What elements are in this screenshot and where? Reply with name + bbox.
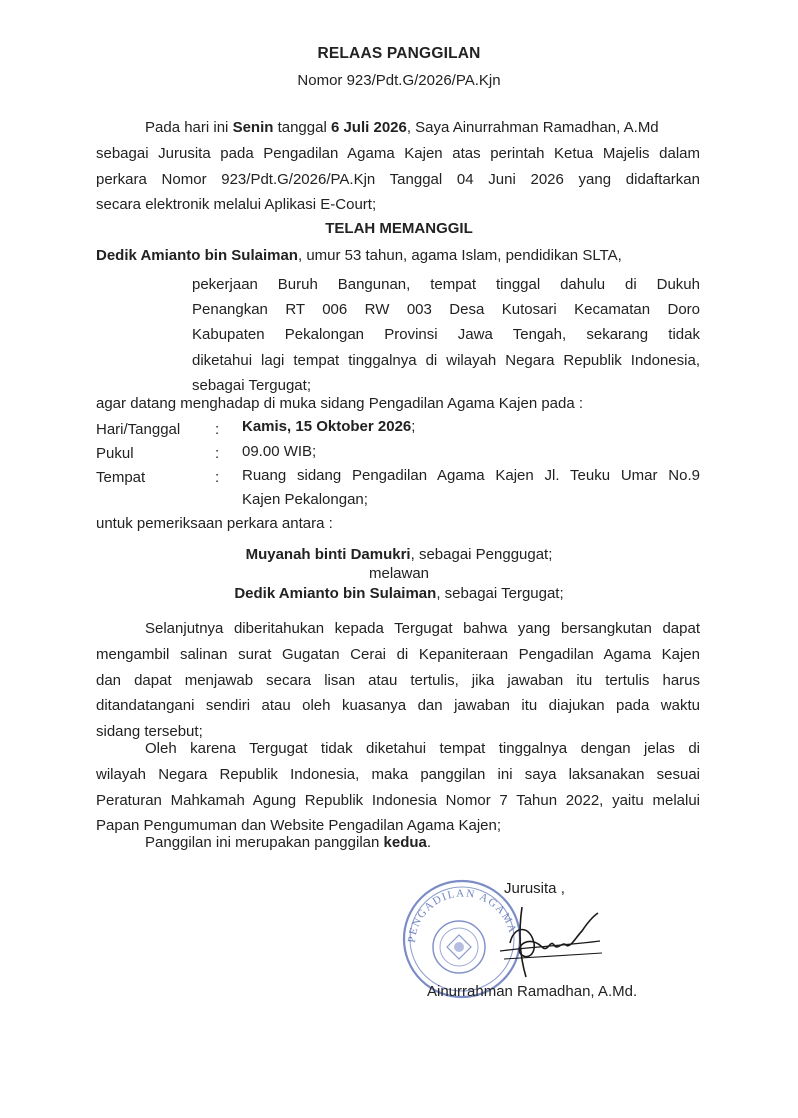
intro-line-3: perkara Nomor 923/Pdt.G/2026/PA.Kjn Tanggal 04 Juni 2026 yang didaftarkan	[96, 170, 700, 188]
pukul-value: 09.00 WIB;	[242, 443, 317, 460]
tempat-value-1: Ruang sidang Pengadilan Agama Kajen Jl. Teuku Umar No.9	[242, 467, 700, 484]
document-title: RELAAS PANGGILAN	[317, 45, 481, 62]
tergugat-line: Dedik Amianto bin Sulaiman, sebagai Tergugat;	[234, 585, 564, 602]
stamp-text: PENGADILAN AGAMA	[405, 887, 519, 944]
tempat-label: Tempat	[96, 469, 146, 486]
reason-paragraph: Oleh karena Tergugat tidak diketahui tempat tinggalnya dengan jelas di wilayah Negara Republik Indonesia, maka panggilan ini saya laksanakan sesuai Peraturan Mahkamah Agung Republik Indonesia Nomor 7 Tahun 2022, yaitu melalui Papan Pengumuman dan Website Pengadilan Agama Kajen;	[96, 740, 700, 835]
hari-label: Hari/Tanggal	[96, 421, 181, 438]
handwritten-signature	[490, 895, 610, 994]
day-name: Senin	[232, 119, 274, 136]
agar-line: agar datang menghadap di muka sidang Pengadilan Agama Kajen pada :	[96, 395, 584, 412]
intro-line-4: secara elektronik melalui Aplikasi E-Court;	[96, 196, 377, 214]
document-page: RELAAS PANGGILAN Nomor 923/Pdt.G/2026/PA.Kjn Pada hari ini Senin tanggal 6 Juli 2026, Saya Ainurrahman Ramadhan, A.Md sebagai Jurusita pada Pengadilan Agama Kajen atas perintah Ketua Majelis dalam perkara Nomor 923/Pdt.G/2026/PA.Kjn Tanggal 04 Juni 2026 yang didaftarkan secara elektronik melalui Aplikasi E-Court; TELAH MEMANGGIL Dedik Amianto bin Sulaiman, umur 53 tahun, agama Islam, pendidikan SLTA, pekerjaan Buruh Bangunan, tempat tinggal dahulu di Dukuh Penangkan RT 006 RW 003 Desa Kutosari Kecamatan Doro Kabupaten Pekalongan Provinsi Jawa Tengah, sekarang tidak diketahui lagi tempat tinggalnya di wilayah Negara Republik Indonesia, sebagai Tergugat; agar datang menghadap di muka sidang Pengadilan Agama Kajen pada : Hari/Tanggal : Kamis, 15 Oktober 2026; Pukul : 09.00 WIB; Tempat : Ruang sidang Pengadilan Agama Kajen Jl. Teuku Umar No.9 Kajen Pekalongan; untuk pemeriksaan perkara antara : Muyanah binti Damukri, sebagai Penggugat; melawan Dedik Amianto bin Sulaiman, sebagai Tergugat; Selanjutnya diberitahukan kepada Tergugat bahwa yang bersangkutan dapat mengambil salinan surat Gugatan Cerai di Kepaniteraan Pengadilan Agama Kajen dan dapat menjawab secara lisan atau tertulis, jika jawaban itu tertulis harus ditandatangani sendiri atau oleh kuasanya dan jawaban itu diajukan pada waktu sidang tersebut; Oleh karena Tergugat tidak diketahui tempat tinggalnya dengan jelas di wilayah Negara Republik Indonesia, maka panggilan ini saya laksanakan sesuai Peraturan Mahkamah Agung Republik Indonesia Nomor 7 Tahun 2022, yaitu melalui Papan Pengumuman dan Website Pengadilan Agama Kajen; Panggilan ini merupakan panggilan kedua. PENGADILAN AGAMA Jurusita , Ainurrahman Ramadhan, A.Md.	[0, 0, 798, 1118]
penggugat-name: Muyanah binti Damukri	[245, 546, 411, 563]
telah-memanggil-heading: TELAH MEMANGGIL	[325, 220, 473, 237]
signer-role: Jurusita ,	[504, 880, 565, 897]
intro-line-1: Pada hari ini Senin tanggal 6 Juli 2026, Saya Ainurrahman Ramadhan, A.Md	[145, 119, 659, 136]
intro-paragraph	[96, 115, 700, 218]
notice-paragraph: Selanjutnya diberitahukan kepada Tergugat bahwa yang bersangkutan dapat mengambil salinan surat Gugatan Cerai di Kepaniteraan Pengadilan Agama Kajen dan dapat menjawab secara lisan atau tertulis, jika jawaban itu tertulis harus ditandatangani sendiri atau oleh kuasanya dan jawaban itu diajukan pada waktu sidang tersebut;	[96, 620, 700, 741]
intro-line-2: sebagai Jurusita pada Pengadilan Agama Kajen atas perintah Ketua Majelis dalam	[96, 144, 700, 162]
tergugat-name: Dedik Amianto bin Sulaiman	[234, 585, 437, 602]
party-name: Dedik Amianto bin Sulaiman	[96, 247, 298, 264]
tempat-value-2: Kajen Pekalongan;	[242, 491, 368, 508]
penggugat-line: Muyanah binti Damukri, sebagai Penggugat;	[245, 546, 553, 563]
closing-line: Panggilan ini merupakan panggilan kedua.	[145, 834, 432, 851]
document-number: Nomor 923/Pdt.G/2026/PA.Kjn	[297, 72, 501, 89]
party-details: pekerjaan Buruh Bangunan, tempat tinggal dahulu di Dukuh Penangkan RT 006 RW 003 Desa Kutosari Kecamatan Doro Kabupaten Pekalongan Provinsi Jawa Tengah, sekarang tidak diketahui lagi tempat tinggalnya di wilayah Negara Republik Indonesia, sebagai Tergugat;	[192, 276, 700, 394]
pukul-label: Pukul	[96, 445, 134, 462]
party-first-line: Dedik Amianto bin Sulaiman, umur 53 tahun, agama Islam, pendidikan SLTA,	[96, 247, 622, 264]
summons-date: 6 Juli 2026	[330, 119, 407, 136]
melawan-line: melawan	[368, 565, 430, 582]
signer-name: Ainurrahman Ramadhan, A.Md.	[427, 983, 638, 1000]
hari-value: Kamis, 15 Oktober 2026;	[242, 418, 416, 435]
untuk-line: untuk pemeriksaan perkara antara :	[96, 515, 333, 532]
